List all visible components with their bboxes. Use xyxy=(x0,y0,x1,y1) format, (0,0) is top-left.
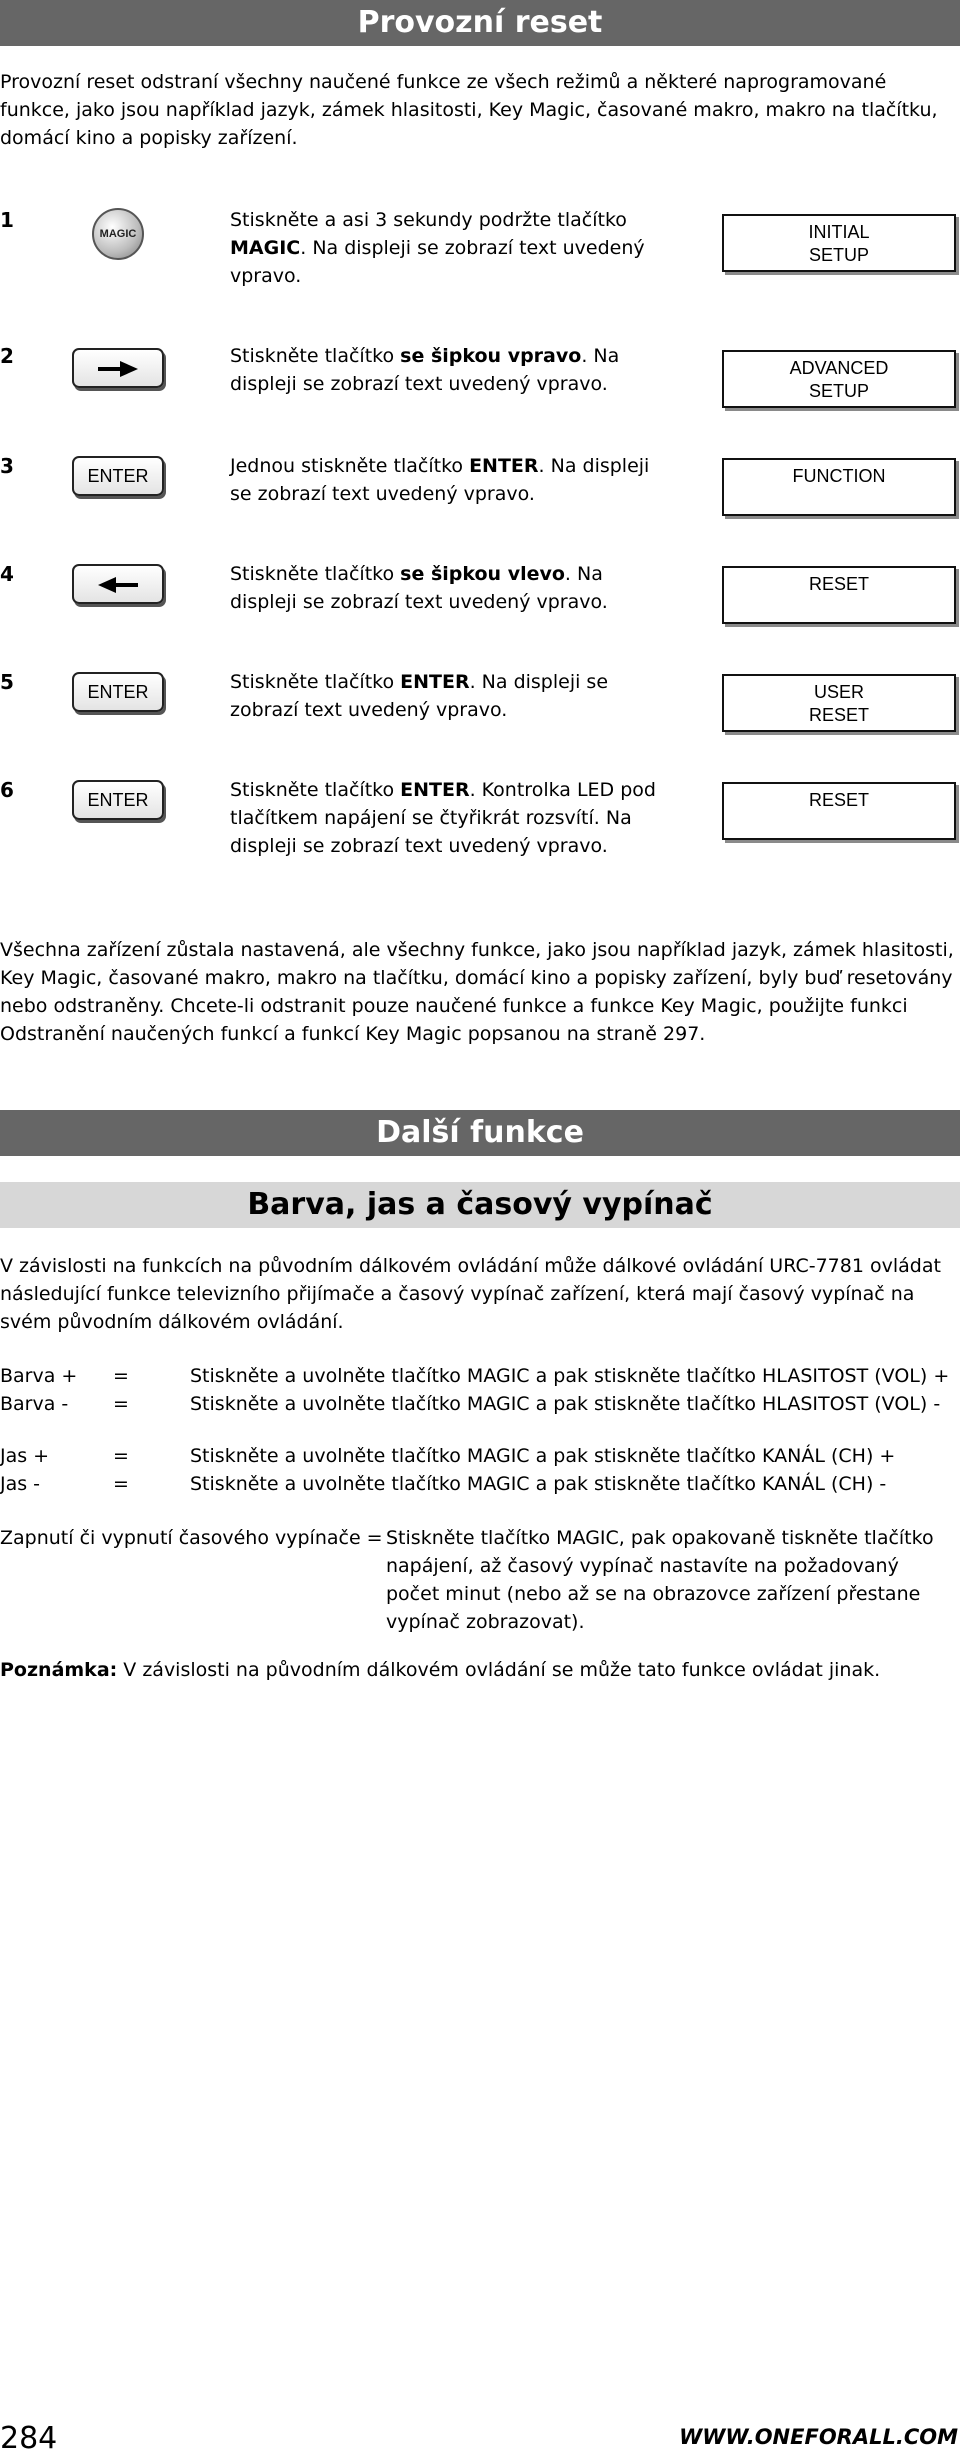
display-screen: RESET xyxy=(722,782,956,840)
equals-sign: = xyxy=(113,1393,129,1415)
step-number: 4 xyxy=(0,562,14,586)
timer-label: Zapnutí či vypnutí časového vypínače = xyxy=(0,1527,383,1549)
arrow-right-icon xyxy=(96,359,140,379)
step-number: 3 xyxy=(0,454,14,478)
intro-paragraph: Provozní reset odstraní všechny naučené funkce ze všech režimů a některé naprogramované funkce, jako jsou například jazyk, zámek hlasitosti, Key Magic, časované makro, makro na tlačítku, domácí kino a popisky zařízení. xyxy=(0,71,938,149)
equals-sign: = xyxy=(113,1445,129,1467)
step-instruction: Stiskněte tlačítko ENTER. Kontrolka LED pod tlačítkem napájení se čtyřikrát rozsvítí. Na displeji se zobrazí text uvedený vpravo. xyxy=(230,779,656,857)
display-screen: FUNCTION xyxy=(722,458,956,516)
equals-sign: = xyxy=(113,1473,129,1495)
step-number: 1 xyxy=(0,208,14,232)
section-title-provozni-reset: Provozní reset xyxy=(0,0,960,46)
function-intro-paragraph: V závislosti na funkcích na původním dálkovém ovládání může dálkové ovládání URC-7781 ovládat následující funkce televizního přijímače a časový vypínač zařízení, která mají časový vypínač na svém původním dálkovém ovládání. xyxy=(0,1255,941,1333)
display-screen: USER RESET xyxy=(722,674,956,732)
magic-button-icon: MAGIC xyxy=(92,208,144,260)
step-instruction: Stiskněte tlačítko se šipkou vpravo. Na displeji se zobrazí text uvedený vpravo. xyxy=(230,345,620,395)
enter-key: ENTER xyxy=(72,780,164,820)
enter-key: ENTER xyxy=(72,672,164,712)
arrow-left-key xyxy=(72,564,164,604)
note-label: Poznámka: xyxy=(0,1659,118,1681)
function-row-jas-plus xyxy=(0,1442,960,1470)
function-description: Stiskněte a uvolněte tlačítko MAGIC a pak stiskněte tlačítko KANÁL (CH) + xyxy=(190,1445,896,1467)
function-description: Stiskněte a uvolněte tlačítko MAGIC a pak stiskněte tlačítko HLASITOST (VOL) + xyxy=(190,1365,950,1387)
section-title-dalsi-funkce: Další funkce xyxy=(0,1110,960,1156)
display-screen: ADVANCED SETUP xyxy=(722,350,956,408)
website-url: WWW.ONEFORALL.COM xyxy=(679,2425,958,2449)
step-number: 2 xyxy=(0,344,14,368)
note-text: V závislosti na původním dálkovém ovládání se může tato funkce ovládat jinak. xyxy=(117,1659,881,1681)
summary-paragraph: Všechna zařízení zůstala nastavená, ale všechny funkce, jako jsou například jazyk, zámek hlasitosti, Key Magic, časované makro, makro na tlačítku, domácí kino a popisky zařízení, byly buď resetovány nebo odstraněny. Chcete-li odstranit pouze naučené funkce a funkce Key Magic, použijte funkci Odstranění naučených funkcí a funkcí Key Magic popsanou na straně 297. xyxy=(0,939,954,1045)
step-instruction: Jednou stiskněte tlačítko ENTER. Na displeji se zobrazí text uvedený vpravo. xyxy=(230,455,650,505)
page-number: 284 xyxy=(0,2421,58,2456)
step-instruction: Stiskněte a asi 3 sekundy podržte tlačítko MAGIC. Na displeji se zobrazí text uvedený vpravo. xyxy=(230,209,645,287)
display-screen: RESET xyxy=(722,566,956,624)
function-row-barva-minus xyxy=(0,1390,960,1418)
function-row-jas-minus xyxy=(0,1470,960,1498)
function-description: Stiskněte a uvolněte tlačítko MAGIC a pak stiskněte tlačítko KANÁL (CH) - xyxy=(190,1473,887,1495)
enter-key: ENTER xyxy=(72,456,164,496)
note-paragraph xyxy=(0,1656,958,1684)
function-label: Jas - xyxy=(0,1473,41,1495)
function-label: Barva - xyxy=(0,1393,69,1415)
step-instruction: Stiskněte tlačítko ENTER. Na displeji se zobrazí text uvedený vpravo. xyxy=(230,671,609,721)
function-row-barva-plus xyxy=(0,1362,960,1390)
arrow-right-key xyxy=(72,348,164,388)
subsection-title: Barva, jas a časový vypínač xyxy=(0,1182,960,1228)
timer-description: Stiskněte tlačítko MAGIC, pak opakovaně tiskněte tlačítko napájení, až časový vypínač nastavíte na požadovaný počet minut (nebo až se na obrazovce zařízení přestane vypínač zobrazovat). xyxy=(386,1527,934,1633)
step-number: 5 xyxy=(0,670,14,694)
display-screen: INITIAL SETUP xyxy=(722,214,956,272)
arrow-left-icon xyxy=(96,575,140,595)
step-number: 6 xyxy=(0,778,14,802)
function-description: Stiskněte a uvolněte tlačítko MAGIC a pak stiskněte tlačítko HLASITOST (VOL) - xyxy=(190,1393,941,1415)
function-label: Jas + xyxy=(0,1445,50,1467)
step-instruction: Stiskněte tlačítko se šipkou vlevo. Na displeji se zobrazí text uvedený vpravo. xyxy=(230,563,608,613)
equals-sign: = xyxy=(113,1365,129,1387)
function-label: Barva + xyxy=(0,1365,78,1387)
